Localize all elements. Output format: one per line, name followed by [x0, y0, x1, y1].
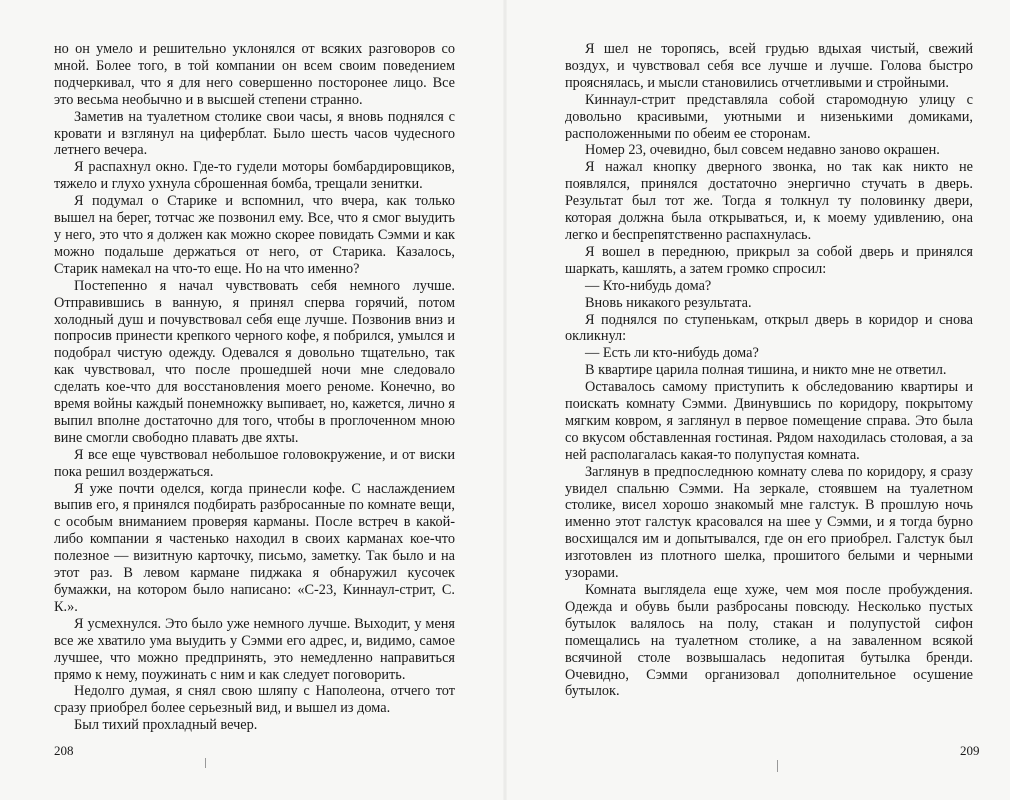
paragraph: Я распахнул окно. Где-то гудели моторы бомбардировщиков, тяжело и глухо ухнула сброшенная бомба, трещали зенитки. [54, 159, 455, 193]
paragraph: Оставалось самому приступить к обследованию квартиры и поискать комнату Сэмми. Двинувшись по коридору, покрытому мягким ковром, я заглянул в первое помещение справа. Это была со вкусом обставленная гостиная. Рядом находилась столовая, а за ней располагалась какая-то полупустая комната. [565, 379, 973, 463]
page-number: 208 [54, 743, 74, 758]
paragraph: Я уже почти оделся, когда принесли кофе. С наслаждением выпив его, я принялся подбирать разбросанные по комнате вещи, с особым вниманием проверяя карманы. После встреч в какой-либо компании я частенько находил в своих карманах кое-что полезное — визитную карточку, письмо, заметку. Так было и на этот раз. В левом кармане пиджака я обнаружил кусочек бумажки, на котором было написано: «С-23, Киннаул-стрит, С. К.». [54, 480, 455, 615]
paragraph: Постепенно я начал чувствовать себя немного лучше. Отправившись в ванную, я принял сперва горячий, потом холодный душ и почувствовал себя еще лучше. Позвонив вниз и попросив принести крепкого черного кофе, я побрился, умылся и подобрал чистую одежду. Одевался я довольно тщательно, так как чувствовал, что после прошедшей ночи мне следовало сделать кое-что для восстановления моего реноме. Конечно, во время войны каждый понемножку выпивает, но, кажется, лично я выпил вполне достаточно для того, чтобы в проглоченном мною вине смогли свободно плавать две яхты. [54, 277, 455, 446]
scan-mark [777, 760, 778, 772]
paragraph: Комната выглядела еще хуже, чем моя после пробуждения. Одежда и обувь были разбросаны повсюду. Несколько пустых бутылок валялось на полу, стакан и полупустой сифон помещались на туалетном столике, а на заваленном всякой всячиной столе возвышалась недопитая бутылка бренди. Очевидно, Сэмми организовал дополнительное осушение бутылок. [565, 582, 973, 700]
paragraph: Номер 23, очевидно, был совсем недавно заново окрашен. [585, 142, 940, 159]
paragraph: Недолго думая, я снял свою шляпу с Наполеона, отчего тот сразу приобрел более серьезный вид, и вышел из дома. [54, 683, 455, 717]
paragraph: Вновь никакого результата. [585, 294, 752, 311]
page-number: 209 [960, 743, 980, 758]
scan-mark [205, 758, 206, 768]
left-text-column [54, 41, 455, 734]
dialogue-line: — Кто-нибудь дома? [585, 277, 712, 294]
paragraph: В квартире царила полная тишина, и никто мне не ответил. [585, 362, 947, 379]
right-text-column [565, 41, 973, 700]
dialogue-line: — Есть ли кто-нибудь дома? [585, 345, 759, 362]
paragraph: Я подумал о Старике и вспомнил, что вчера, как только вышел на берег, тотчас же позвонил ему. Все, что я смог выудить у него, это что я должен как можно скорее повидать Сэмми и как можно подальше держаться от него, от Старика. Казалось, Старик намекал на что-то еще. Но на что именно? [54, 193, 455, 277]
paragraph: Был тихий прохладный вечер. [74, 717, 258, 734]
paragraph: Я шел не торопясь, всей грудью вдыхая чистый, свежий воздух, и чувствовал себя все лучше и лучше. Голова быстро прояснялась, и мысли становились отчетливыми и стройными. [565, 41, 973, 91]
paragraph: Я усмехнулся. Это было уже немного лучше. Выходит, у меня все же хватило ума выудить у Сэмми его адрес, и, видимо, самое лучшее, что можно предпринять, это немедленно направиться прямо к нему, поужинать с ним и как следует поговорить. [54, 615, 455, 683]
paragraph: Я вошел в переднюю, прикрыл за собой дверь и принялся шаркать, кашлять, а затем громко спросил: [565, 243, 973, 277]
paragraph: Я нажал кнопку дверного звонка, но так как никто не появлялся, принялся достаточно энергично стучать в дверь. Результат был тот же. Тогда я толкнул ту половинку двери, которая должна была открываться, и, к моему удивлению, она легко и беспрепятственно распахнулась. [565, 159, 973, 243]
paragraph: Заглянув в предпоследнюю комнату слева по коридору, я сразу увидел спальню Сэмми. На зеркале, стоявшем на туалетном столике, висел хорошо знакомый мне галстук. В прошлую ночь именно этот галстук красовался на шее у Сэмми, и я тогда бурно восхищался им и допытывался, где он его приобрел. Галстук был изготовлен из плотного шелка, прошитого белыми и черными узорами. [565, 463, 973, 582]
paragraph: Киннаул-стрит представляла собой старомодную улицу с довольно красивыми, уютными и низенькими домиками, расположенными по обеим ее сторонам. [565, 91, 973, 142]
paragraph: но он умело и решительно уклонялся от всяких разговоров со мной. Более того, в той компании он всем своим поведением подчеркивал, что я для него совершенно посторонее лицо. Все это весьма необычно и в высшей степени странно. [54, 41, 455, 108]
right-page [505, 0, 1010, 800]
paragraph: Заметив на туалетном столике свои часы, я вновь поднялся с кровати и взглянул на циферблат. Было шесть часов чудесного летнего вечера. [54, 108, 455, 159]
paragraph: Я все еще чувствовал небольшое головокружение, и от виски пока решил воздержаться. [54, 446, 455, 480]
paragraph: Я поднялся по ступенькам, открыл дверь в коридор и снова окликнул: [565, 311, 973, 345]
